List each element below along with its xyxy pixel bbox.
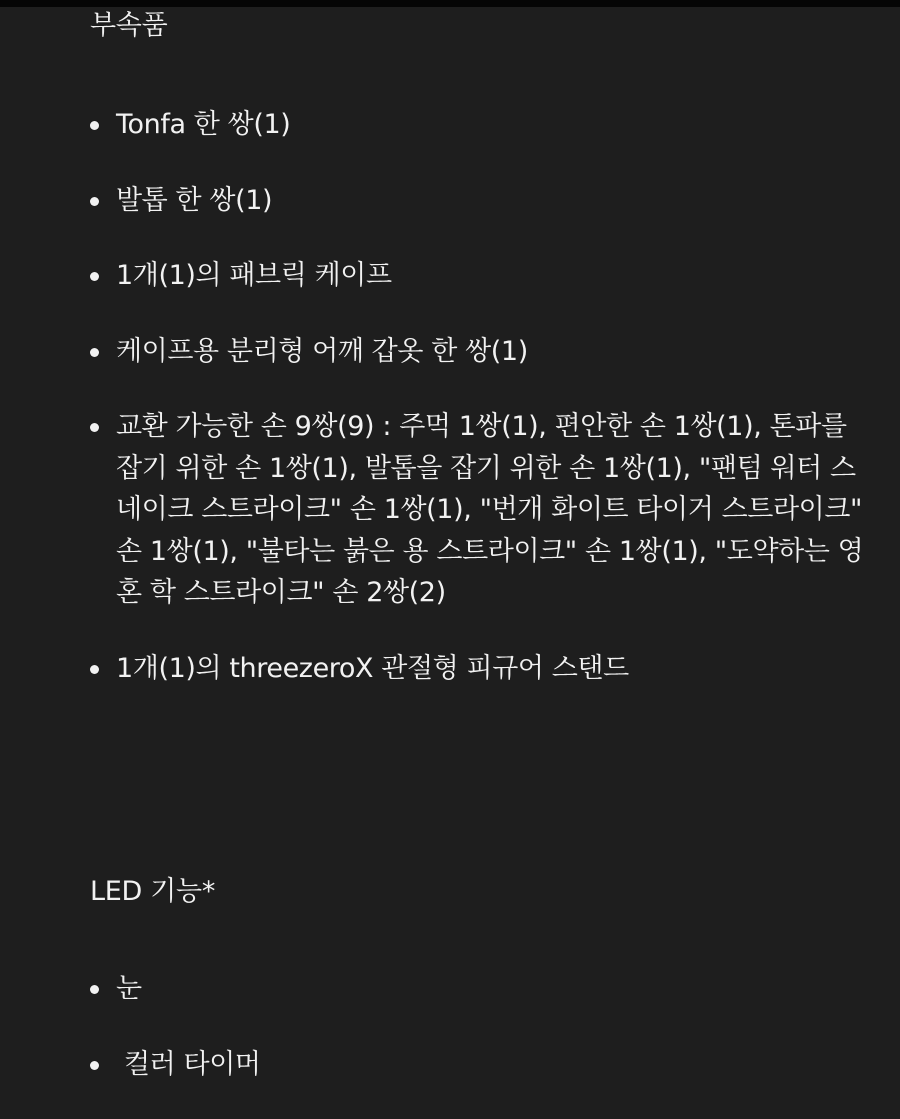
list-item [90,1044,261,1086]
list-item-text: 교환 가능한 손 9쌍(9) : 주먹 1쌍(1), 편안한 손 1쌍(1), 톤파를 잡기 위한 손 1쌍(1), 발톱을 잡기 위한 손 1쌍(1), "팬텀 워터 스네이크 스트라이크" 손 1쌍(1), "번개 화이트 타이거 스트라이크" 손 1쌍(1), "불타는 붉은 용 스트라이크" 손 1쌍(1), "도약하는 영혼 학 스트라이크" 손 2쌍(2) [116,411,864,608]
bullet-icon [90,348,99,357]
led-features-list [90,968,261,1119]
list-item [90,180,880,222]
list-item [90,255,880,297]
list-item [90,406,880,614]
list-item-text: Tonfa 한 쌍(1) [116,109,291,140]
bullet-icon [90,985,99,994]
bullet-icon [90,423,99,432]
list-item-text: 케이프용 분리형 어깨 갑옷 한 쌍(1) [116,335,528,367]
list-item [90,104,880,146]
list-item [90,331,880,373]
list-item [90,648,880,690]
bullet-icon [90,665,99,674]
bullet-icon [90,1061,99,1070]
list-item-text: 발톱 한 쌍(1) [116,184,273,216]
list-item-text: 1개(1)의 패브릭 케이프 [116,260,392,291]
bullet-icon [90,197,99,206]
list-item-text: 눈 [116,973,142,1004]
section-heading-accessories: 부속품 [90,10,168,41]
bullet-icon [90,272,99,281]
list-item-text: 1개(1)의 threezeroX 관절형 피규어 스탠드 [116,652,629,684]
section-heading-led: LED 기능* [90,876,216,907]
list-item-text: 컬러 타이머 [124,1048,261,1080]
accessories-list [90,104,880,689]
bullet-icon [90,121,99,130]
list-item [90,968,261,1010]
